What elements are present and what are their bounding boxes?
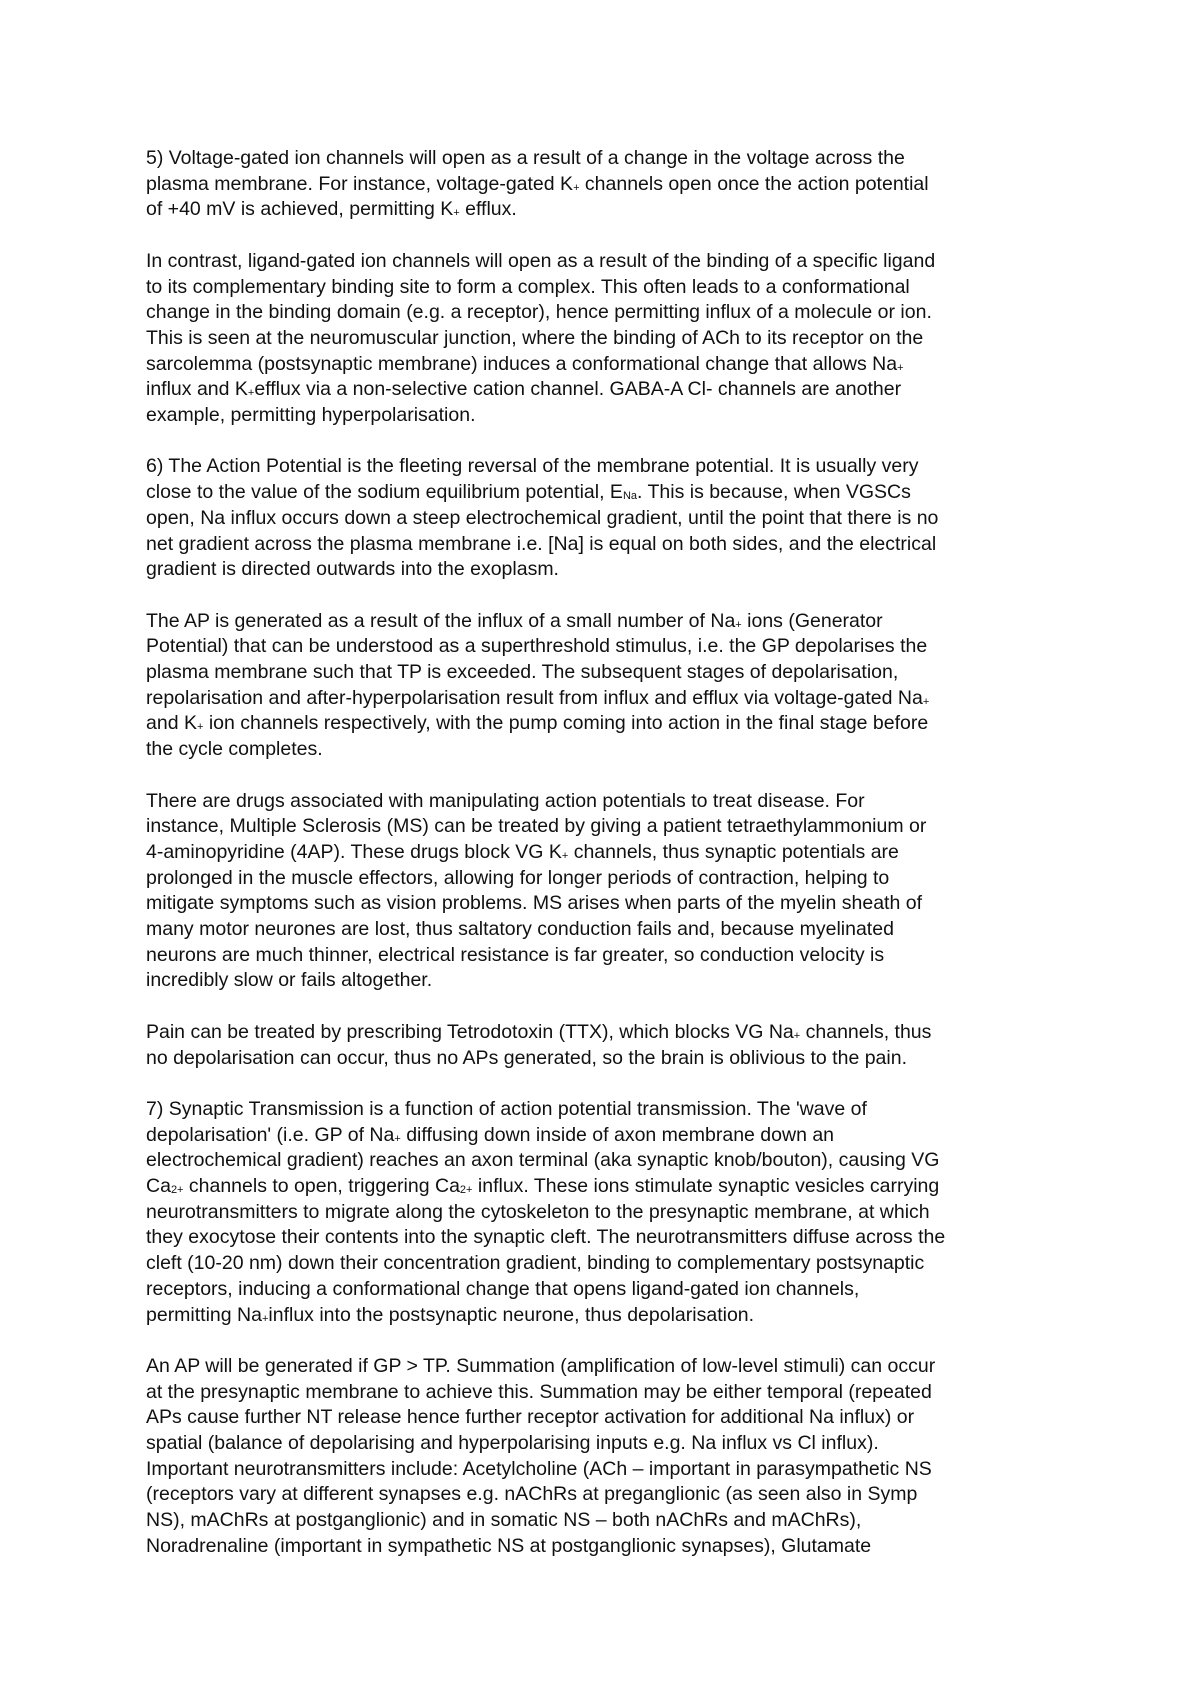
- text-run: prolonged in the muscle effectors, allowing for longer periods of contraction, helping to: [146, 866, 890, 889]
- text-run: efflux.: [459, 198, 517, 221]
- text-run: influx into the postsynaptic neurone, thus depolarisation.: [268, 1303, 755, 1326]
- text-line: [146, 1174, 1076, 1200]
- text-line: [146, 1200, 1076, 1226]
- text-run: diffusing down inside of axon membrane down an: [400, 1123, 835, 1146]
- text-line: [146, 1123, 1076, 1149]
- subscript: +: [561, 849, 569, 862]
- text-run: incredibly slow or fails altogether.: [146, 969, 433, 992]
- text-line: [146, 1354, 1076, 1380]
- text-run: influx and K: [146, 378, 248, 401]
- text-line: [146, 866, 1076, 892]
- paragraph: [146, 609, 1076, 763]
- text-run: open, Na influx occurs down a steep electrochemical gradient, until the point that there is no: [146, 506, 939, 529]
- paragraph: [146, 789, 1076, 995]
- text-run: plasma membrane such that TP is exceeded. The subsequent stages of depolarisation,: [146, 661, 899, 684]
- subscript: Na: [622, 490, 638, 503]
- text-line: [146, 1534, 1076, 1560]
- text-line: [146, 711, 1076, 737]
- text-run: ions (Generator: [741, 609, 883, 632]
- paragraph: [146, 1097, 1076, 1328]
- text-line: [146, 943, 1076, 969]
- text-run: repolarisation and after-hyperpolarisation result from influx and efflux via voltage-gated Na: [146, 686, 923, 709]
- text-line: [146, 1046, 1076, 1072]
- text-line: [146, 454, 1076, 480]
- text-line: [146, 403, 1076, 429]
- text-run: ion channels respectively, with the pump coming into action in the final stage before: [203, 712, 929, 735]
- subscript: 2+: [459, 1184, 473, 1197]
- text-run: The AP is generated as a result of the influx of a small number of Na: [146, 609, 736, 632]
- text-line: [146, 840, 1076, 866]
- text-line: [146, 1508, 1076, 1534]
- subscript: +: [394, 1132, 401, 1145]
- text-line: [146, 789, 1076, 815]
- text-line: [146, 1457, 1076, 1483]
- text-line: [146, 300, 1076, 326]
- text-run: no depolarisation can occur, thus no APs generated, so the brain is oblivious to the pain.: [146, 1046, 907, 1069]
- text-line: [146, 609, 1076, 635]
- text-line: [146, 1225, 1076, 1251]
- text-run: close to the value of the sodium equilibrium potential, E: [146, 481, 623, 504]
- text-run: permitting Na: [146, 1303, 262, 1326]
- text-run: to its complementary binding site to form a complex. This often leads to a conformational: [146, 275, 910, 298]
- paragraph: [146, 1020, 1076, 1071]
- text-line: [146, 660, 1076, 686]
- text-line: [146, 1148, 1076, 1174]
- text-run: neurotransmitters to migrate along the cytoskeleton to the presynaptic membrane, at which: [146, 1200, 930, 1223]
- paragraph: [146, 249, 1076, 429]
- subscript: +: [793, 1029, 801, 1042]
- text-line: [146, 532, 1076, 558]
- text-run: electrochemical gradient) reaches an axon terminal (aka synaptic knob/bouton), causing VG: [146, 1149, 940, 1172]
- paragraph: [146, 454, 1076, 583]
- text-run: channels, thus: [800, 1020, 932, 1043]
- text-run: 6) The Action Potential is the fleeting reversal of the membrane potential. It is usually very: [146, 455, 919, 478]
- text-run: and K: [146, 712, 197, 735]
- text-line: [146, 1277, 1076, 1303]
- text-run: plasma membrane. For instance, voltage-gated K: [146, 172, 574, 195]
- text-line: [146, 1431, 1076, 1457]
- text-run: 4-aminopyridine (4AP). These drugs block VG K: [146, 840, 562, 863]
- text-line: [146, 352, 1076, 378]
- text-run: spatial (balance of depolarising and hyperpolarising inputs e.g. Na influx vs Cl influx).: [146, 1432, 879, 1455]
- text-line: [146, 891, 1076, 917]
- text-run: Pain can be treated by prescribing Tetrodotoxin (TTX), which blocks VG Na: [146, 1020, 794, 1043]
- text-line: [146, 1303, 1076, 1329]
- text-run: cleft (10-20 nm) down their concentration gradient, binding to complementary postsynaptic: [146, 1252, 925, 1275]
- text-line: [146, 1097, 1076, 1123]
- text-run: 7) Synaptic Transmission is a function of action potential transmission. The 'wave of: [146, 1097, 867, 1120]
- text-line: [146, 1405, 1076, 1431]
- text-line: [146, 1020, 1076, 1046]
- subscript: 2+: [170, 1184, 184, 1197]
- text-run: This is seen at the neuromuscular junction, where the binding of ACh to its receptor on the: [146, 326, 924, 349]
- text-line: [146, 557, 1076, 583]
- text-run: the cycle completes.: [146, 738, 323, 761]
- text-run: receptors, inducing a conformational change that opens ligand-gated ion channels,: [146, 1277, 860, 1300]
- text-line: [146, 634, 1076, 660]
- text-run: In contrast, ligand-gated ion channels will open as a result of the binding of a specific ligand: [146, 249, 936, 272]
- subscript: +: [453, 207, 460, 220]
- text-line: [146, 249, 1076, 275]
- text-run: efflux via a non-selective cation channel. GABA-A Cl- channels are another: [254, 378, 902, 401]
- text-run: many motor neurones are lost, thus saltatory conduction fails and, because myelinated: [146, 918, 894, 941]
- text-run: net gradient across the plasma membrane i.e. [Na] is equal on both sides, and the electrical: [146, 532, 937, 555]
- text-run: (receptors vary at different synapses e.g. nAChRs at preganglionic (as seen also in Symp: [146, 1483, 918, 1506]
- document-page: [146, 146, 1076, 1585]
- text-run: Important neurotransmitters include: Acetylcholine (ACh – important in parasympathetic NS: [146, 1457, 932, 1480]
- text-line: [146, 197, 1076, 223]
- text-run: Noradrenaline (important in sympathetic NS at postganglionic synapses), Glutamate: [146, 1534, 872, 1557]
- paragraph: [146, 1354, 1076, 1560]
- text-line: [146, 1251, 1076, 1277]
- text-run: sarcolemma (postsynaptic membrane) induces a conformational change that allows Na: [146, 352, 898, 375]
- text-run: at the presynaptic membrane to achieve this. Summation may be either temporal (repeated: [146, 1380, 932, 1403]
- text-run: Ca: [146, 1175, 171, 1198]
- text-line: [146, 814, 1076, 840]
- text-run: An AP will be generated if GP > TP. Summation (amplification of low-level stimuli) can occur: [146, 1354, 936, 1377]
- text-run: depolarisation' (i.e. GP of Na: [146, 1123, 395, 1146]
- text-run: Potential) that can be understood as a superthreshold stimulus, i.e. the GP depolarises the: [146, 635, 928, 658]
- text-line: [146, 146, 1076, 172]
- subscript: +: [196, 721, 204, 734]
- subscript: +: [922, 695, 930, 708]
- text-run: influx. These ions stimulate synaptic vesicles carrying: [472, 1175, 940, 1198]
- text-run: example, permitting hyperpolarisation.: [146, 404, 476, 427]
- text-run: instance, Multiple Sclerosis (MS) can be treated by giving a patient tetraethylammonium or: [146, 815, 927, 838]
- text-line: [146, 480, 1076, 506]
- text-run: they exocytose their contents into the synaptic cleft. The neurotransmitters diffuse across the: [146, 1226, 946, 1249]
- text-line: [146, 506, 1076, 532]
- subscript: +: [261, 1312, 269, 1325]
- text-line: [146, 275, 1076, 301]
- text-line: [146, 686, 1076, 712]
- text-run: 5) Voltage-gated ion channels will open as a result of a change in the voltage across the: [146, 147, 905, 169]
- text-line: [146, 326, 1076, 352]
- text-line: [146, 1380, 1076, 1406]
- paragraph: [146, 146, 1076, 223]
- text-line: [146, 172, 1076, 198]
- subscript: +: [735, 618, 742, 631]
- text-line: [146, 968, 1076, 994]
- text-line: [146, 377, 1076, 403]
- text-line: [146, 1482, 1076, 1508]
- text-line: [146, 737, 1076, 763]
- text-run: NS), mAChRs at postganglionic) and in somatic NS – both nAChRs and mAChRs),: [146, 1509, 862, 1532]
- text-run: channels, thus synaptic potentials are: [568, 840, 899, 863]
- text-run: of +40 mV is achieved, permitting K: [146, 198, 454, 221]
- text-run: . This is because, when VGSCs: [637, 481, 911, 504]
- text-line: [146, 917, 1076, 943]
- subscript: +: [573, 181, 580, 194]
- text-run: There are drugs associated with manipulating action potentials to treat disease. For: [146, 789, 865, 812]
- text-run: channels to open, triggering Ca: [183, 1175, 460, 1198]
- subscript: +: [247, 387, 255, 400]
- text-run: channels open once the action potential: [579, 172, 929, 195]
- text-run: gradient is directed outwards into the exoplasm.: [146, 558, 559, 581]
- text-run: change in the binding domain (e.g. a receptor), hence permitting influx of a molecule or ion.: [146, 301, 932, 324]
- subscript: +: [897, 361, 904, 374]
- text-run: mitigate symptoms such as vision problems. MS arises when parts of the myelin sheath of: [146, 892, 922, 915]
- text-run: neurons are much thinner, electrical resistance is far greater, so conduction velocity is: [146, 943, 885, 966]
- text-run: APs cause further NT release hence further receptor activation for additional Na influx) or: [146, 1406, 915, 1429]
